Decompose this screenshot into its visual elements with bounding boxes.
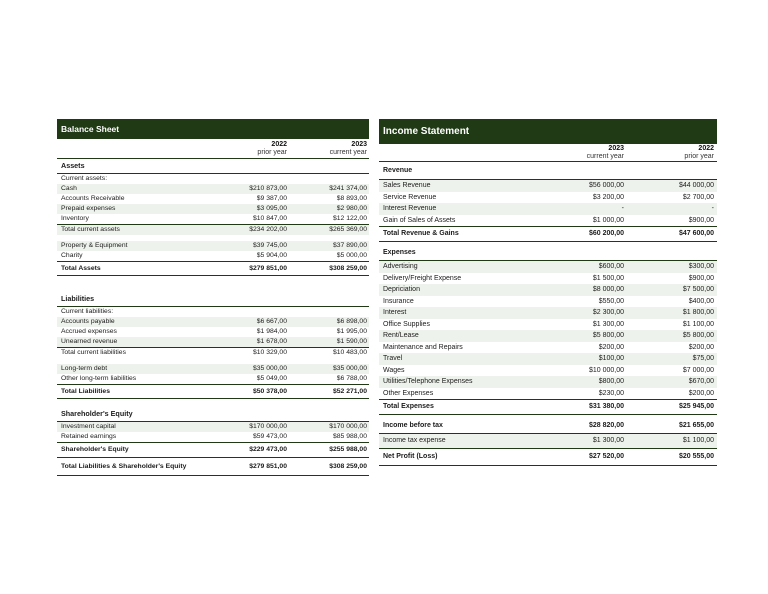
current-liability-row-v2: $6 898,00 [336, 318, 367, 325]
revenue-row-label: Service Revenue [383, 193, 437, 201]
revenue-heading: Revenue [383, 167, 413, 174]
expense-row [379, 284, 717, 296]
revenue-row-v2: $44 000,00 [678, 182, 714, 189]
current-liability-row-label: Accounts payable [61, 318, 115, 325]
expense-row-label: Advertising [383, 263, 418, 270]
expense-row-v1: $800,00 [598, 378, 624, 385]
expense-row-label: Office Supplies [383, 320, 430, 328]
income-column-headers [379, 144, 717, 162]
income-col1-header [554, 145, 624, 161]
current-asset-row [57, 184, 369, 194]
income-col2-header [644, 145, 714, 161]
expense-row-v1: $1 300,00 [592, 320, 624, 328]
expense-row-v2: $75,00 [692, 355, 714, 362]
income-col2-sub: prior year [684, 153, 714, 160]
income-col1-sub: current year [586, 153, 624, 160]
fixed-asset-row-v2: $5 000,00 [336, 252, 367, 259]
equity-row-v1: $59 473,00 [252, 433, 287, 440]
expense-row-v2: $900,00 [688, 274, 714, 282]
expense-row-v2: $1 800,00 [682, 309, 714, 316]
expense-row-v1: $5 800,00 [592, 332, 624, 339]
expense-row-v1: $200,00 [598, 343, 624, 351]
expense-row-v2: $200,00 [688, 343, 714, 351]
balance-col1-year: 2022 [271, 141, 287, 148]
fixed-asset-row [57, 251, 369, 261]
fixed-asset-row-label: Property & Equipment [61, 242, 128, 249]
expense-row-v1: $10 000,00 [588, 366, 624, 374]
expense-row-v1: $1 500,00 [592, 274, 624, 282]
total-equity-row: Shareholder's Equity $229 473,00 $255 988,00 [57, 442, 369, 457]
current-asset-row-label: Cash [61, 185, 77, 192]
current-asset-row-v1: $210 873,00 [249, 185, 287, 192]
equity-row-v1: $170 000,00 [249, 423, 287, 430]
equity-row-v2: $170 000,00 [329, 423, 367, 430]
current-assets-label: Current assets: [57, 173, 369, 184]
equity-row-v2: $85 988,00 [332, 433, 367, 440]
expense-row-label: Insurance [383, 297, 414, 305]
revenue-row [379, 180, 717, 192]
current-asset-row [57, 214, 369, 224]
fixed-asset-row-v2: $37 890,00 [332, 242, 367, 249]
current-asset-row-v1: $9 387,00 [256, 195, 287, 202]
balance-col2-sub: current year [329, 149, 367, 156]
current-asset-row [57, 204, 369, 214]
expense-row-label: Other Expenses [383, 389, 434, 397]
expense-row [379, 307, 717, 319]
current-liabilities-label: Current liabilities: [57, 306, 369, 317]
current-asset-row-v2: $265 369,00 [329, 226, 367, 233]
revenue-row-v1: - [621, 205, 624, 212]
current-asset-row [57, 224, 369, 235]
expense-row-label: Depriciation [383, 286, 420, 293]
expense-row-v1: $230,00 [598, 389, 624, 397]
current-asset-row-v2: $8 893,00 [336, 195, 367, 202]
revenue-row-v2: $900,00 [688, 216, 714, 224]
total-liabilities-row: Total Liabilities $50 378,00 $52 271,00 [57, 384, 369, 398]
revenue-row-v1: $56 000,00 [588, 182, 624, 189]
income-tax-row: Income tax expense $1 300,00 $1 100,00 [379, 433, 717, 448]
expense-row-label: Rent/Lease [383, 332, 419, 339]
total-expenses-row: Total Expenses $31 380,00 $25 945,00 [379, 399, 717, 414]
revenue-row-label: Sales Revenue [383, 182, 431, 189]
current-asset-row-v1: $10 847,00 [252, 215, 287, 222]
current-liability-row [57, 337, 369, 347]
income-statement-title: Income Statement [379, 119, 717, 144]
current-liability-row-v1: $1 678,00 [256, 338, 287, 345]
income-before-tax-row: Income before tax $28 820,00 $21 655,00 [383, 422, 714, 429]
expense-row-v1: $8 000,00 [592, 286, 624, 293]
expense-row [379, 376, 717, 388]
balance-col2-header [297, 141, 367, 157]
current-asset-row-label: Total current assets [61, 226, 120, 233]
assets-heading: Assets [61, 161, 85, 170]
expense-row-v2: $200,00 [688, 389, 714, 397]
net-profit-row: Net Profit (Loss) $27 520,00 $20 555,00 [379, 448, 717, 466]
current-liabilities-list [57, 317, 369, 358]
long-term-liability-row-label: Long-term debt [61, 365, 108, 372]
revenue-row-v1: $1 000,00 [592, 216, 624, 224]
current-liability-row-v1: $10 329,00 [252, 349, 287, 356]
expense-row [379, 273, 717, 285]
fixed-asset-row [57, 241, 369, 251]
revenue-row-v1: $3 200,00 [592, 193, 624, 201]
expense-row-label: Utilities/Telephone Expenses [383, 378, 473, 385]
expense-row [379, 319, 717, 331]
long-term-liability-row-v2: $6 788,00 [336, 375, 367, 382]
current-asset-row-label: Accounts Receivable [61, 195, 125, 202]
current-liability-row-label: Unearned revenue [61, 338, 118, 345]
current-asset-row-label: Inventory [61, 215, 89, 222]
expense-row [379, 353, 717, 365]
current-liability-row-label: Total current liabilities [61, 349, 126, 356]
expense-row-label: Delivery/Freight Expense [383, 274, 462, 282]
balance-sheet-title: Balance Sheet [57, 119, 369, 139]
long-term-liability-row-label: Other long-term liabilities [61, 375, 137, 382]
current-liability-row-v2: $10 483,00 [332, 349, 367, 356]
income-col2-year: 2022 [698, 145, 714, 152]
expense-row-v2: $400,00 [688, 297, 714, 305]
long-term-liability-row [57, 374, 369, 384]
equity-row [57, 422, 369, 432]
current-liability-row [57, 317, 369, 327]
liabilities-heading: Liabilities [61, 294, 95, 303]
expense-row-v1: $550,00 [598, 297, 624, 305]
current-asset-row-v2: $2 980,00 [336, 205, 367, 212]
equity-list [57, 421, 369, 442]
equity-heading: Shareholder's Equity [61, 409, 133, 418]
expense-row-v2: $5 800,00 [682, 332, 714, 339]
expense-row [379, 388, 717, 400]
long-term-liabilities-list [57, 364, 369, 384]
expense-row-v2: $7 000,00 [682, 366, 714, 374]
current-asset-row-v1: $234 202,00 [249, 226, 287, 233]
expense-row-v2: $7 500,00 [682, 286, 714, 293]
expense-row [379, 296, 717, 308]
fixed-asset-row-label: Charity [61, 252, 83, 259]
revenue-row [379, 215, 717, 227]
expense-row-v2: $670,00 [688, 378, 714, 385]
current-asset-row-v2: $12 122,00 [332, 215, 367, 222]
expense-row-label: Travel [383, 355, 403, 362]
expense-row [379, 261, 717, 273]
expense-row [379, 365, 717, 377]
current-liability-row-v2: $1 590,00 [336, 338, 367, 345]
revenue-row [379, 192, 717, 204]
expense-row-v2: $1 100,00 [682, 320, 714, 328]
expense-row [379, 342, 717, 354]
current-asset-row-label: Prepaid expenses [61, 205, 116, 212]
current-liability-row-v1: $6 667,00 [256, 318, 287, 325]
revenue-row [379, 203, 717, 215]
total-revenue-row: Total Revenue & Gains $60 200,00 $47 600,00 [379, 226, 717, 241]
balance-column-headers [57, 139, 369, 159]
income-statement [379, 119, 717, 466]
balance-sheet [57, 119, 369, 476]
expense-row-label: Interest [383, 309, 407, 316]
expense-row-v2: $300,00 [688, 263, 714, 270]
revenue-row-v2: - [711, 205, 714, 212]
current-liability-row [57, 327, 369, 337]
expense-row-v1: $2 300,00 [592, 309, 624, 316]
long-term-liability-row-v2: $35 000,00 [332, 365, 367, 372]
current-asset-row-v1: $3 095,00 [256, 205, 287, 212]
current-liability-row-label: Accrued expenses [61, 328, 117, 335]
revenue-row-v2: $2 700,00 [682, 193, 714, 201]
long-term-liability-row-v1: $5 049,00 [256, 375, 287, 382]
revenue-row-label: Interest Revenue [383, 205, 437, 212]
current-liability-row-v1: $1 984,00 [256, 328, 287, 335]
balance-col1-sub: prior year [257, 149, 287, 156]
balance-col1-header [217, 141, 287, 157]
current-asset-row [57, 194, 369, 204]
revenue-list [379, 179, 717, 226]
equity-row [57, 432, 369, 442]
current-liability-row-v2: $1 995,00 [336, 328, 367, 335]
expenses-list [379, 260, 717, 399]
current-liability-row [57, 347, 369, 358]
expense-row [379, 330, 717, 342]
expense-row-v1: $100,00 [598, 355, 624, 362]
revenue-row-label: Gain of Sales of Assets [383, 216, 456, 224]
expenses-heading: Expenses [383, 249, 416, 256]
current-assets-list [57, 184, 369, 235]
equity-row-label: Retained earnings [61, 433, 117, 440]
grand-total-row: Total Liabilities & Shareholder's Equity $279 851,00 $308 259,00 [57, 457, 369, 476]
income-col1-year: 2023 [608, 145, 624, 152]
fixed-assets-list [57, 241, 369, 261]
total-assets-row: Total Assets $279 851,00 $308 259,00 [57, 261, 369, 275]
expense-row-label: Wages [383, 366, 405, 374]
expense-row-v1: $600,00 [598, 263, 624, 270]
expense-row-label: Maintenance and Repairs [383, 343, 463, 351]
long-term-liability-row [57, 364, 369, 374]
current-asset-row-v2: $241 374,00 [329, 185, 367, 192]
fixed-asset-row-v1: $39 745,00 [252, 242, 287, 249]
balance-col2-year: 2023 [351, 141, 367, 148]
equity-row-label: Investment capital [61, 423, 116, 430]
long-term-liability-row-v1: $35 000,00 [252, 365, 287, 372]
fixed-asset-row-v1: $5 904,00 [256, 252, 287, 259]
